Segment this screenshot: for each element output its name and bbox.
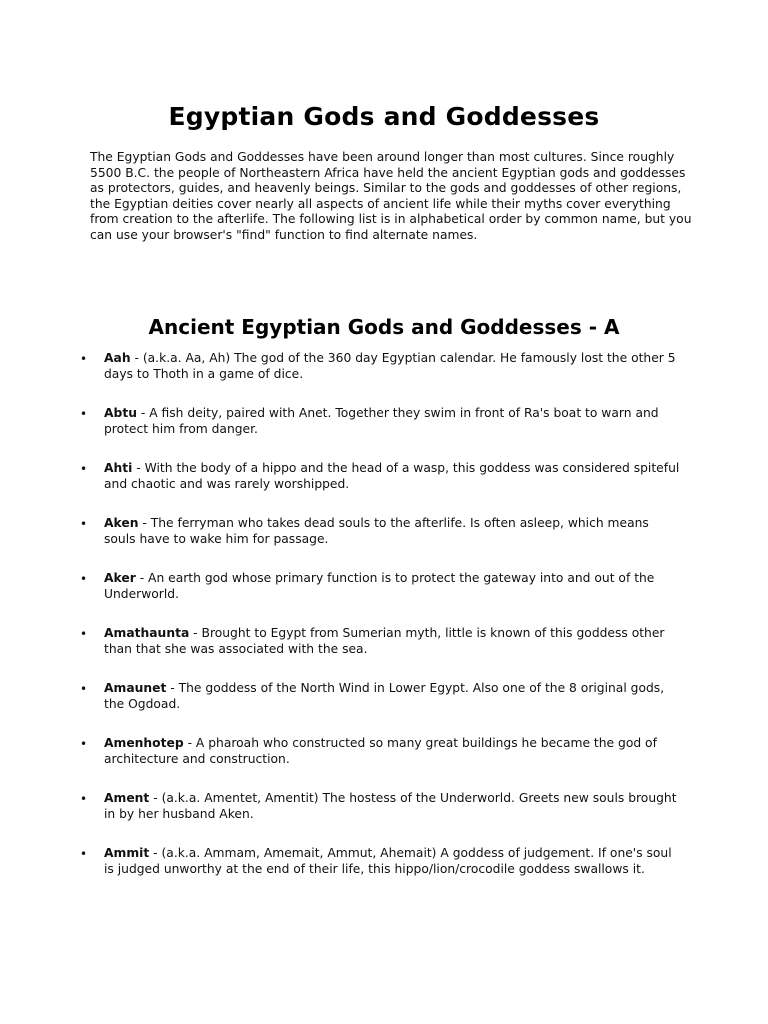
deity-name: Aah: [104, 351, 131, 365]
deity-description: - A fish deity, paired with Anet. Together they swim in front of Ra's boat to warn and protect him from danger.: [104, 406, 659, 436]
deity-description: - The goddess of the North Wind in Lower Egypt. Also one of the 8 original gods, the Ogdoad.: [104, 681, 665, 711]
deity-description: - The ferryman who takes dead souls to the afterlife. Is often asleep, which means souls have to wake him for passage.: [104, 516, 649, 546]
bullet-icon: •: [80, 462, 88, 476]
deity-description: - A pharoah who constructed so many great buildings he became the god of architecture and construction.: [104, 736, 657, 766]
deity-name: Amathaunta: [104, 626, 190, 640]
deity-description: - (a.k.a. Amentet, Amentit) The hostess of the Underworld. Greets new souls brought in by her husband Aken.: [104, 791, 677, 821]
entry-text: [104, 846, 684, 877]
deity-name: Aken: [104, 516, 139, 530]
deity-name: Ammit: [104, 846, 150, 860]
deity-description: - (a.k.a. Ammam, Amemait, Ammut, Ahemait) A goddess of judgement. If one's soul is judged unworthy at the end of their life, this hippo/lion/crocodile goddess swallows it.: [104, 846, 672, 876]
bullet-icon: •: [80, 517, 88, 531]
bullet-icon: •: [80, 737, 88, 751]
deity-name: Abtu: [104, 406, 137, 420]
deity-name: Aker: [104, 571, 136, 585]
entry-text: [104, 406, 684, 437]
entry-text: [104, 681, 684, 712]
entry-text: [104, 736, 684, 767]
bullet-icon: •: [80, 627, 88, 641]
bullet-icon: •: [80, 572, 88, 586]
deity-name: Ament: [104, 791, 150, 805]
entry-text: [104, 791, 684, 822]
bullet-icon: •: [80, 407, 88, 421]
deity-description: - An earth god whose primary function is to protect the gateway into and out of the Underworld.: [104, 571, 655, 601]
bullet-icon: •: [80, 792, 88, 806]
bullet-icon: •: [80, 352, 88, 366]
section-heading: Ancient Egyptian Gods and Goddesses - A: [148, 315, 620, 339]
deity-description: - With the body of a hippo and the head of a wasp, this goddess was considered spiteful and chaotic and was rarely worshipped.: [104, 461, 680, 491]
entry-text: [104, 516, 684, 547]
deity-name: Amenhotep: [104, 736, 184, 750]
entry-text: [104, 461, 684, 492]
deity-name: Ahti: [104, 461, 133, 475]
entry-text: [104, 571, 684, 602]
entry-text: [104, 626, 684, 657]
entry-text: [104, 351, 684, 382]
bullet-icon: •: [80, 682, 88, 696]
bullet-icon: •: [80, 847, 88, 861]
intro-paragraph: The Egyptian Gods and Goddesses have been around longer than most cultures. Since roughly 5500 B.C. the people of Northeastern Africa have held the ancient Egyptian gods and goddesses as protectors, guides, and heavenly beings. Similar to the gods and goddesses of other regions, the Egyptian deities cover nearly all aspects of ancient life while their myths cover everything from creation to the afterlife. The following list is in alphabetical order by common name, but you can use your browser's "find" function to find alternate names.: [90, 150, 692, 242]
deity-description: - Brought to Egypt from Sumerian myth, little is known of this goddess other than that she was associated with the sea.: [104, 626, 665, 656]
deity-name: Amaunet: [104, 681, 167, 695]
deity-description: - (a.k.a. Aa, Ah) The god of the 360 day Egyptian calendar. He famously lost the other 5 days to Thoth in a game of dice.: [104, 351, 676, 381]
page-title: Egyptian Gods and Goddesses: [168, 102, 600, 131]
